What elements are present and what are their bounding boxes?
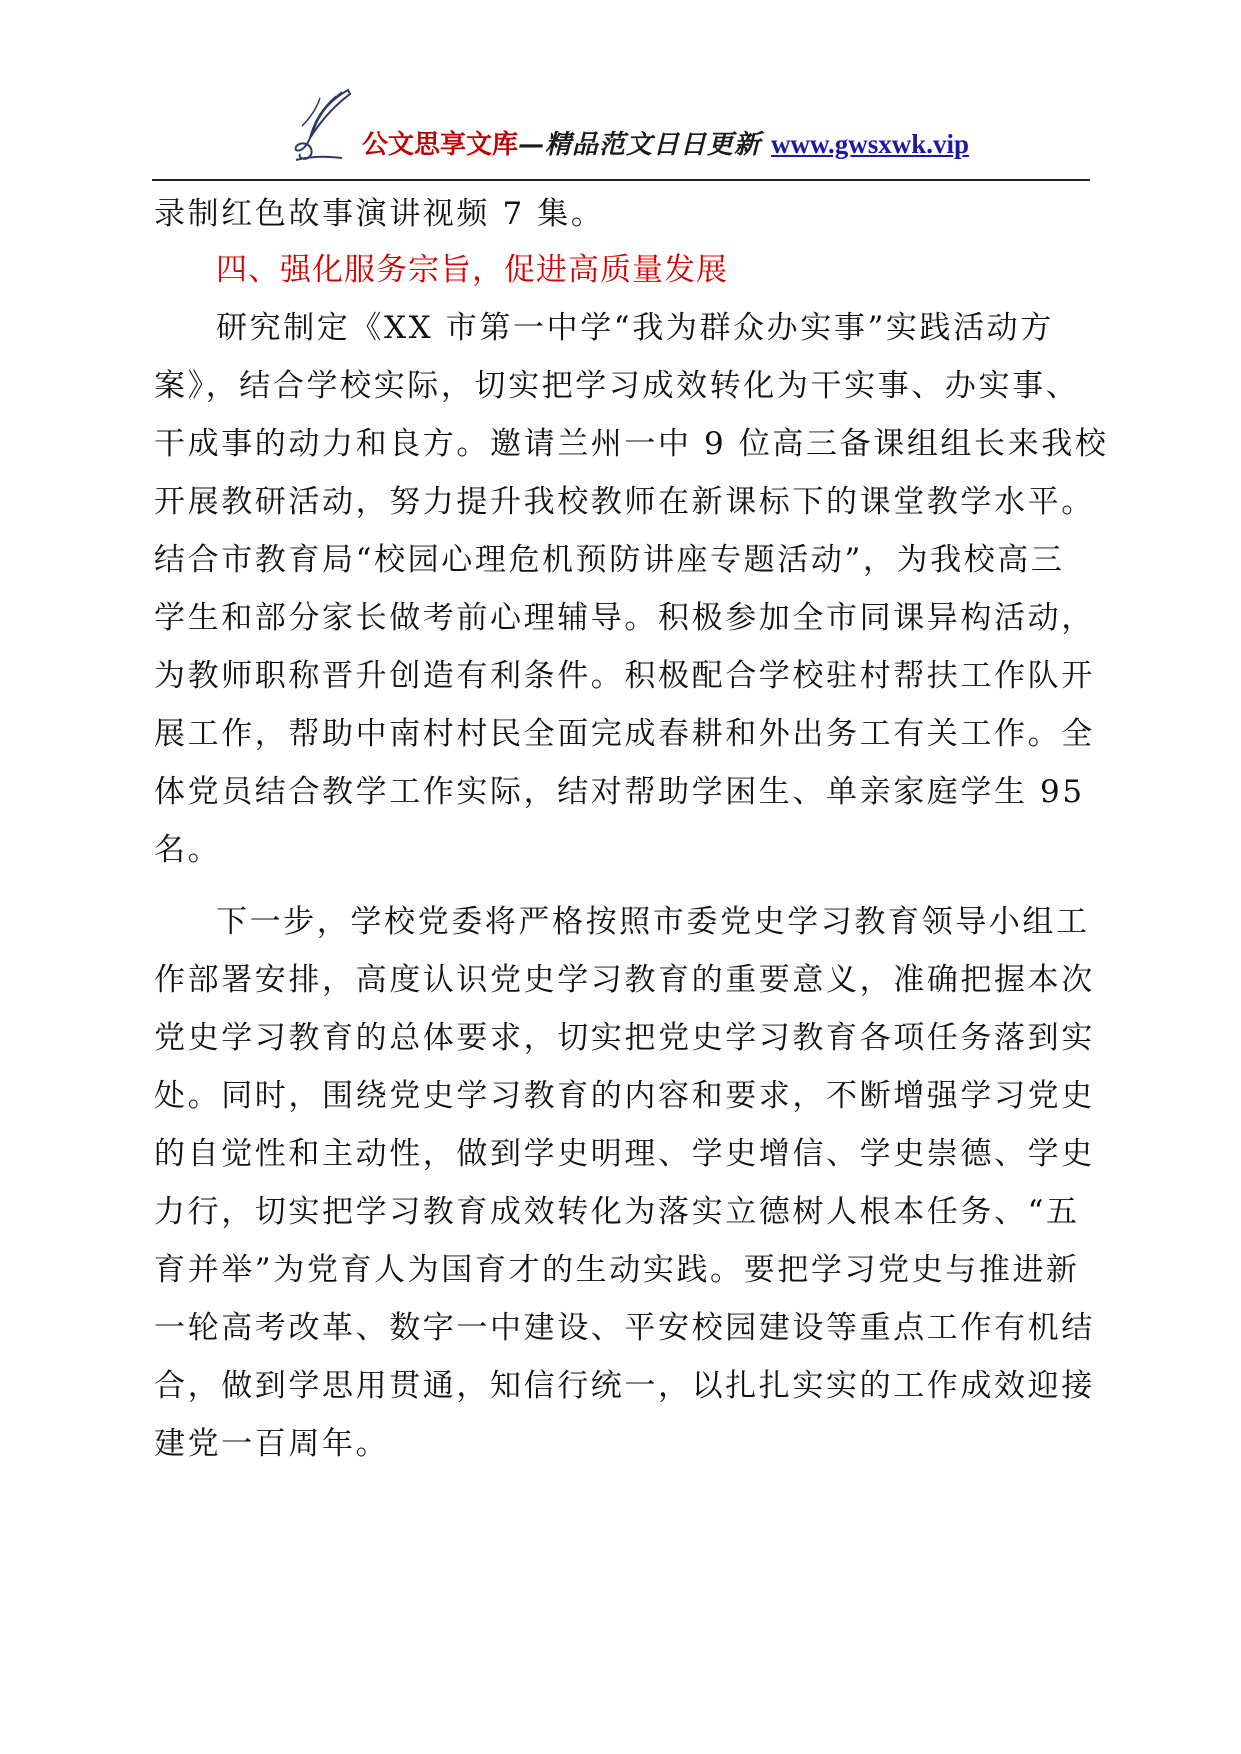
text-line: 的自觉性和主动性，做到学史明理、学史增信、学史崇德、学史 [154,1136,1095,1172]
text-line: 建党一百周年。 [154,1426,390,1462]
text-line: 体党员结合教学工作实际，结对帮助学困生、单亲家庭学生 95 [154,774,1085,810]
text-line: 合，做到学思用贯通，知信行统一，以扎扎实实的工作成效迎接 [154,1368,1095,1404]
text-line: 党史学习教育的总体要求，切实把党史学习教育各项任务落到实 [154,1020,1095,1056]
header-text [362,124,969,165]
brand-name: 公文思享文库 [362,130,519,160]
text-line: 学生和部分家长做考前心理辅导。积极参加全市同课异构活动， [154,600,1095,636]
text-line: 处。同时，围绕党史学习教育的内容和要求，不断增强学习党史 [154,1078,1095,1114]
text-line: 一轮高考改革、数字一中建设、平安校园建设等重点工作有机结 [154,1310,1095,1346]
text-line: 作部署安排，高度认识党史学习教育的重要意义，准确把握本次 [154,962,1095,998]
header-slogan: —精品范文日日更新 [518,130,762,160]
text-line: 结合市教育局“校园心理危机预防讲座专题活动”，为我校高三 [154,542,1065,578]
text-line: 下一步，学校党委将严格按照市委党史学习教育领导小组工 [216,904,1090,940]
text-line: 力行，切实把学习教育成效转化为落实立德树人根本任务、“五 [154,1194,1080,1230]
section-heading: 四、强化服务宗旨，促进高质量发展 [216,252,728,288]
text-line: 案》，结合学校实际，切实把学习成效转化为干实事、办实事、 [154,368,1080,404]
page-header [150,78,1090,188]
header-divider [152,179,1090,181]
text-line: 展工作，帮助中南村村民全面完成春耕和外出务工有关工作。全 [154,716,1095,752]
website-link[interactable]: www.gwsxwk.vip [771,129,970,159]
text-line: 录制红色故事演讲视频 7 集。 [154,196,605,232]
text-line: 育并举”为党育人为国育才的生动实践。要把学习党史与推进新 [154,1252,1080,1288]
text-line: 为教师职称晋升创造有利条件。积极配合学校驻村帮扶工作队开 [154,658,1095,694]
quill-logo-icon [290,86,358,164]
text-line: 开展教研活动，努力提升我校教师在新课标下的课堂教学水平。 [154,484,1095,520]
text-line: 名。 [154,832,222,868]
text-line: 研究制定《XX 市第一中学“我为群众办实事”实践活动方 [216,310,1054,346]
text-line: 干成事的动力和良方。邀请兰州一中 9 位高三备课组组长来我校 [154,426,1109,462]
